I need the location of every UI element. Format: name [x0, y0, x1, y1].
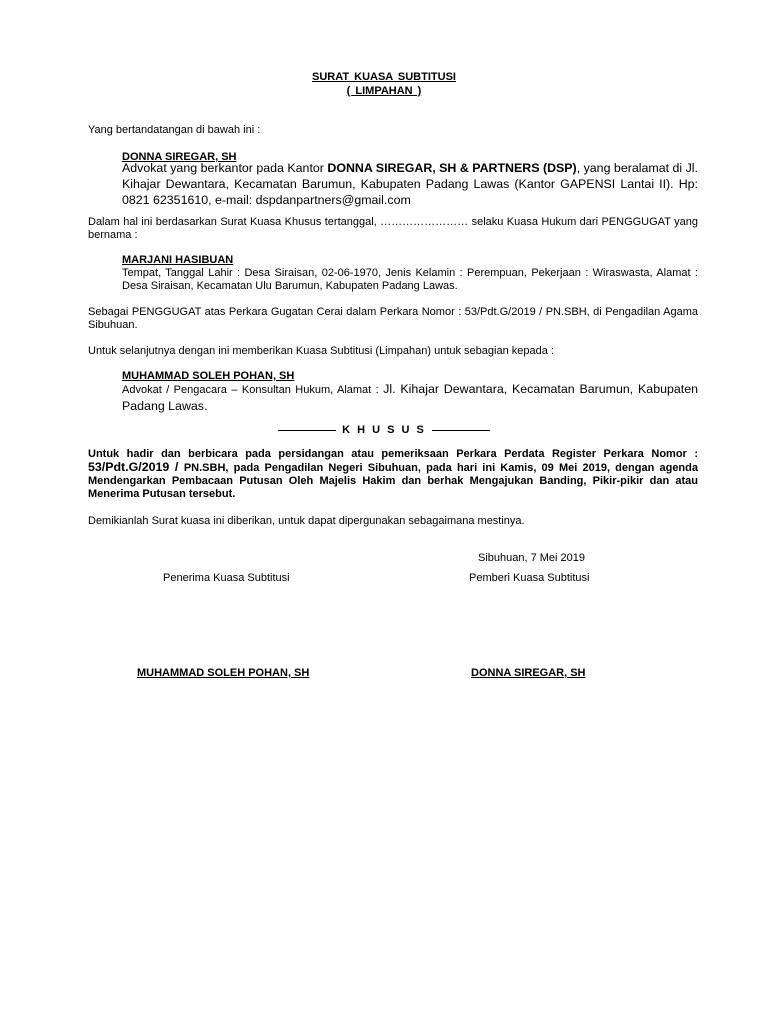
substitute-details-pre: Advokat / Pengacara – Konsultan Hukum, Alamat :	[122, 384, 384, 396]
plaintiff-name	[122, 254, 698, 267]
document-subtitle: ( LIMPAHAN )	[346, 85, 422, 97]
special-body-part1: Untuk hadir dan berbicara pada persidangan atau pemeriksaan Perkara Perdata Register Perkara Nomor :	[88, 448, 698, 460]
heading-rule-right	[432, 430, 490, 431]
substitute-name-text: MUHAMMAD SOLEH POHAN, SH	[122, 370, 295, 382]
place-date: Sibuhuan, 7 Mei 2019	[478, 552, 586, 564]
khusus-heading	[0, 424, 768, 436]
plaintiff-details: Tempat, Tanggal Lahir : Desa Siraisan, 02-06-1970, Jenis Kelamin : Perempuan, Pekerjaan : Wiraswasta, Alamat : Desa Siraisan, Kecamatan Ulu Barumun, Kabupaten Padang Lawas.	[122, 267, 698, 292]
plaintiff-name-text: MARJANI HASIBUAN	[122, 254, 234, 266]
attorney-details-post: , yang beralamat di Jl. Kihajar Dewantara, Kecamatan Barumun, Kabupaten Padang Lawas (Kantor GAPENSI Lantai II). Hp: 0821 62351610, e-mail: dspdanpartners@gmail.com	[122, 161, 698, 207]
special-body-case-no: 53/Pdt.G/2019 /	[88, 460, 184, 474]
case-statement: Sebagai PENGGUGAT atas Perkara Gugatan Cerai dalam Perkara Nomor : 53/Pdt.G/2019 / PN.SBH, di Pengadilan Agama Sibuhuan.	[88, 306, 698, 331]
attorney-details	[122, 160, 698, 208]
receiver-label: Penerima Kuasa Subtitusi	[163, 572, 290, 584]
substitute-details-post: Jl. Kihajar Dewantara, Kecamatan Barumun, Kabupaten Padang Lawas.	[122, 382, 698, 413]
basis-text: Dalam hal ini berdasarkan Surat Kuasa Khusus tertanggal, …………………… selaku Kuasa Hukum dari PENGGUGAT yang bernama :	[88, 216, 698, 241]
special-body	[88, 448, 698, 501]
giver-signature-name: DONNA SIREGAR, SH	[471, 667, 586, 679]
document-title: SURAT KUASA SUBTITUSI	[312, 71, 456, 83]
substitute-details	[122, 381, 698, 415]
title-block	[0, 70, 768, 98]
closing-text: Demikianlah Surat kuasa ini diberikan, untuk dapat dipergunakan sebagaimana mestinya.	[88, 515, 525, 527]
intro-text: Yang bertandatangan di bawah ini :	[88, 124, 261, 136]
attorney-name-text: DONNA SIREGAR, SH	[122, 151, 237, 163]
attorney-office: DONNA SIREGAR, SH & PARTNERS (DSP)	[327, 161, 577, 175]
grant-statement: Untuk selanjutnya dengan ini memberikan Kuasa Subtitusi (Limpahan) untuk sebagian kepada :	[88, 345, 554, 357]
attorney-details-pre: Advokat yang berkantor pada Kantor	[122, 161, 328, 175]
giver-label: Pemberi Kuasa Subtitusi	[469, 572, 590, 584]
khusus-heading-text: K H U S U S	[342, 424, 426, 436]
heading-rule-left	[278, 430, 336, 431]
special-body-part2: PN.SBH, pada Pengadilan Negeri Sibuhuan, pada hari ini Kamis, 09 Mei 2019, dengan agenda Mendengarkan Pembacaan Putusan Oleh Majelis Hakim dan berhak Mengajukan Banding, Pikir-pikir dan atau Menerima Putusan tersebut.	[88, 462, 698, 500]
receiver-signature-name: MUHAMMAD SOLEH POHAN, SH	[137, 667, 310, 679]
